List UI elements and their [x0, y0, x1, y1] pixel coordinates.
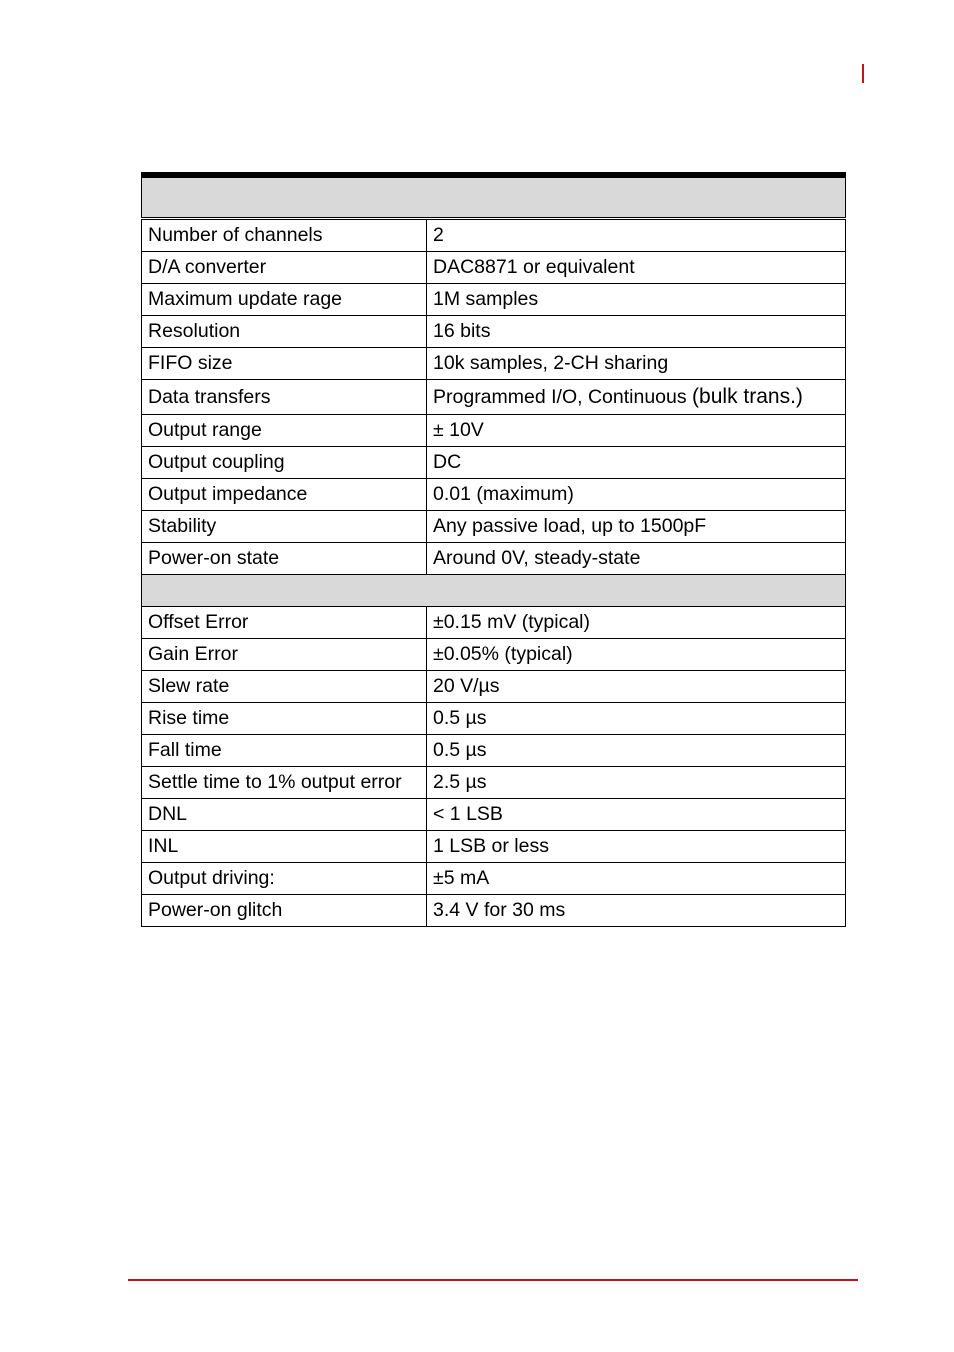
table-row	[142, 315, 846, 347]
table-row	[142, 347, 846, 379]
table-row	[142, 670, 846, 702]
table-row	[142, 542, 846, 574]
spec-label: INL	[142, 830, 427, 862]
spec-value-main: Programmed I/O, Continuous	[433, 385, 693, 408]
table-row	[142, 734, 846, 766]
spec-value: 10k samples, 2-CH sharing	[427, 347, 846, 379]
spec-label: Power-on glitch	[142, 894, 427, 926]
spec-value: DC	[427, 446, 846, 478]
spec-label: Rise time	[142, 702, 427, 734]
table-row	[142, 478, 846, 510]
spec-label: Power-on state	[142, 542, 427, 574]
spec-label: Fall time	[142, 734, 427, 766]
spec-value: < 1 LSB	[427, 798, 846, 830]
table-row	[142, 283, 846, 315]
spec-value: ±0.05% (typical)	[427, 638, 846, 670]
spec-label: Slew rate	[142, 670, 427, 702]
spec-label: DNL	[142, 798, 427, 830]
spec-value: DAC8871 or equivalent	[427, 251, 846, 283]
spec-value: 2.5 µs	[427, 766, 846, 798]
table-row	[142, 862, 846, 894]
spec-value: 0.5 µs	[427, 734, 846, 766]
table-row	[142, 379, 846, 414]
spec-value-suffix: (bulk trans.)	[692, 384, 803, 408]
spec-label: Output coupling	[142, 446, 427, 478]
spec-label: Output driving:	[142, 862, 427, 894]
spec-value: ±5 mA	[427, 862, 846, 894]
spec-label: D/A converter	[142, 251, 427, 283]
table-section-band	[142, 574, 846, 606]
table-row	[142, 830, 846, 862]
spec-label: Data transfers	[142, 379, 427, 414]
spec-value: 1 LSB or less	[427, 830, 846, 862]
table-header-cell	[142, 175, 846, 218]
spec-label: FIFO size	[142, 347, 427, 379]
spec-label: Number of channels	[142, 218, 427, 251]
footer-rule	[128, 1279, 858, 1281]
spec-value: 2	[427, 218, 846, 251]
analog-output-spec-table	[141, 172, 846, 927]
spec-label: Gain Error	[142, 638, 427, 670]
table-row	[142, 638, 846, 670]
spec-value: 0.5 µs	[427, 702, 846, 734]
table-row	[142, 798, 846, 830]
spec-value: 0.01 (maximum)	[427, 478, 846, 510]
spec-label: Settle time to 1% output error	[142, 766, 427, 798]
spec-label: Stability	[142, 510, 427, 542]
table-row	[142, 894, 846, 926]
spec-value	[427, 379, 846, 414]
spec-label: Offset Error	[142, 606, 427, 638]
table-row	[142, 414, 846, 446]
spec-value: 16 bits	[427, 315, 846, 347]
table-row	[142, 251, 846, 283]
table-header-band	[142, 175, 846, 218]
page-corner-mark	[862, 64, 864, 83]
spec-label: Output range	[142, 414, 427, 446]
spec-value: 3.4 V for 30 ms	[427, 894, 846, 926]
table-section-cell	[142, 574, 846, 606]
spec-value: ± 10V	[427, 414, 846, 446]
spec-value: 20 V/µs	[427, 670, 846, 702]
spec-label: Maximum update rage	[142, 283, 427, 315]
table-row	[142, 446, 846, 478]
table-row	[142, 606, 846, 638]
spec-value: Around 0V, steady-state	[427, 542, 846, 574]
table-row	[142, 766, 846, 798]
table-row	[142, 702, 846, 734]
spec-value: ±0.15 mV (typical)	[427, 606, 846, 638]
spec-value: Any passive load, up to 1500pF	[427, 510, 846, 542]
spec-label: Resolution	[142, 315, 427, 347]
table-row	[142, 510, 846, 542]
spec-value: 1M samples	[427, 283, 846, 315]
spec-label: Output impedance	[142, 478, 427, 510]
table-row	[142, 218, 846, 251]
